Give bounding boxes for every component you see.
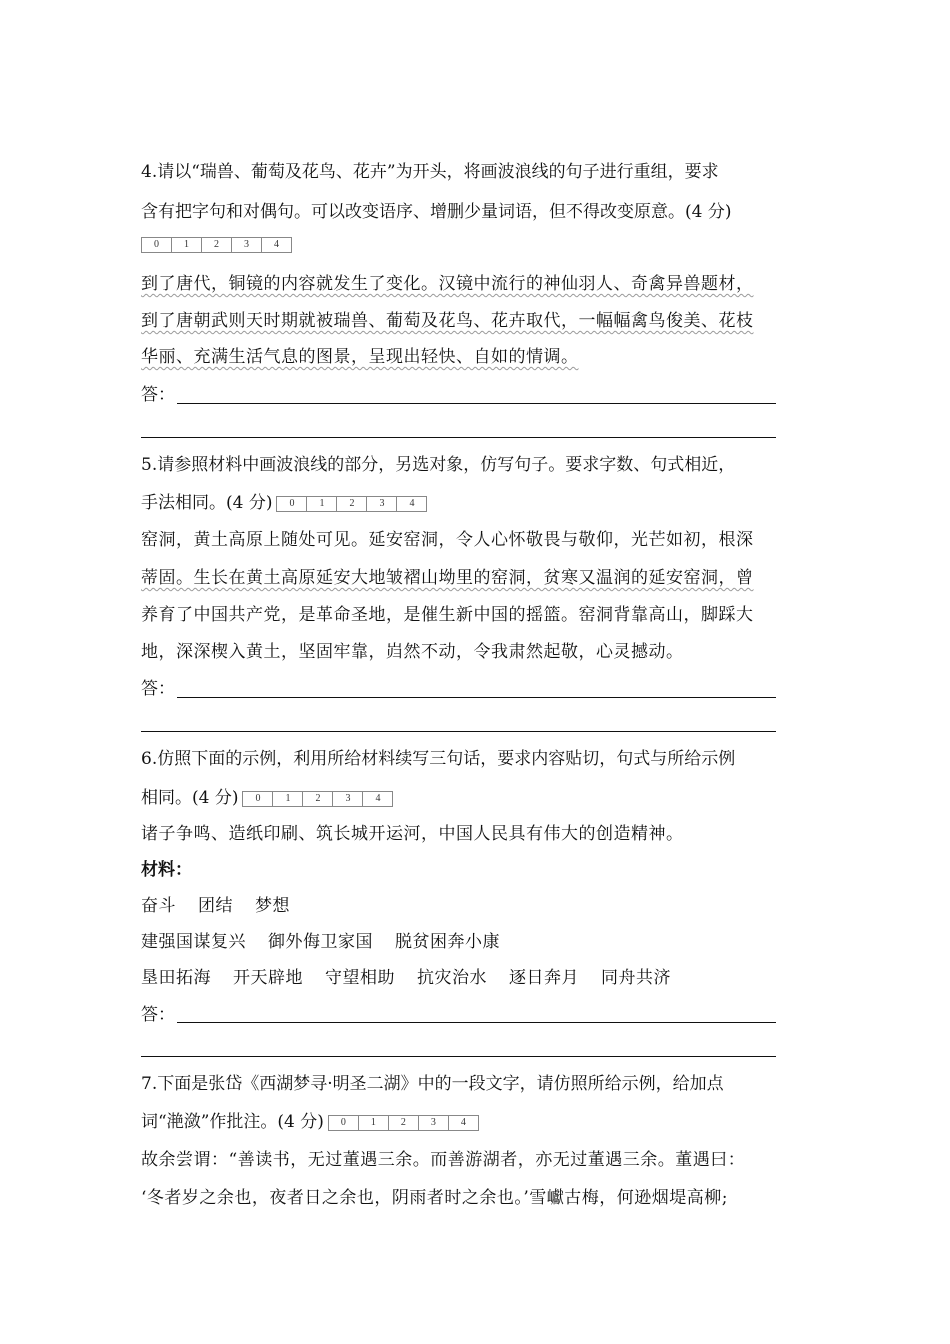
q5-answer-line-1[interactable] [177, 697, 776, 698]
material-phrase: 御外侮卫家国 [268, 932, 373, 952]
score-cell-2: 2 [337, 497, 367, 511]
material-idiom: 同舟共济 [601, 968, 671, 988]
score-cell-0: 0 [277, 497, 307, 511]
q6-score-box [242, 791, 393, 807]
q5-answer-line-2[interactable] [141, 731, 776, 732]
q6-example: 诸子争鸣、造纸印刷、筑长城开运河，中国人民具有伟大的创造精神。 [141, 824, 684, 844]
q4-material-line-3-text: 华丽、充满生活气息的图景，呈现出轻快、自如的情调。 [141, 347, 579, 367]
q6-material-row-3 [141, 966, 671, 990]
q7-prompt-line-2 [141, 1110, 479, 1134]
score-cell-1: 1 [273, 792, 303, 806]
q4-material-line-1: 到了唐代，铜镜的内容就发生了变化。汉镜中流行的神仙羽人、奇禽异兽题材， [141, 274, 754, 294]
q4-material-line-2: 到了唐朝武则天时期就被瑞兽、葡萄及花鸟、花卉取代，一幅幅禽鸟俊美、花枝 [141, 311, 754, 331]
q4-answer-line-2[interactable] [141, 437, 776, 438]
q7-prompt-line-1: 7.下面是张岱《西湖梦寻·明圣二湖》中的一段文字，请仿照所给示例，给加点 [141, 1074, 724, 1094]
material-idiom: 开天辟地 [233, 968, 303, 988]
material-idiom: 抗灾治水 [417, 968, 487, 988]
material-phrase: 建强国谋复兴 [141, 932, 246, 952]
score-cell-3: 3 [232, 238, 262, 252]
q4-prompt-line-2: 含有把字句和对偶句。可以改变语序、增删少量词语，但不得改变原意。(4 分) [141, 202, 732, 222]
q4-prompt-line-1: 4.请以“瑞兽、葡萄及花鸟、花卉”为开头，将画波浪线的句子进行重组，要求 [141, 162, 719, 182]
q6-prompt-line-1: 6.仿照下面的示例，利用所给材料续写三句话，要求内容贴切，句式与所给示例 [141, 749, 736, 769]
q6-prompt-line-2 [141, 786, 393, 810]
material-idiom: 守望相助 [325, 968, 395, 988]
q5-prompt-line-2 [141, 491, 427, 515]
q5-answer-label: 答： [141, 679, 175, 699]
q6-answer-line-1[interactable] [177, 1022, 776, 1023]
q6-material-row-1 [141, 894, 290, 918]
q5-material-line-3: 养育了中国共产党，是革命圣地，是催生新中国的摇篮。窑洞背靠高山，脚踩大 [141, 605, 754, 625]
q5-material-line-4: 地，深深楔入黄土，坚固牢靠，岿然不动，令我肃然起敬，心灵撼动。 [141, 642, 684, 662]
q4-answer-line-1[interactable] [177, 403, 776, 404]
score-cell-2: 2 [303, 792, 333, 806]
q5-prompt-line-2-text: 手法相同。(4 分) [141, 493, 273, 513]
score-cell-4: 4 [460, 1116, 466, 1128]
q7-material-line-1: 故余尝谓：“善读书，无过董遇三余。而善游湖者，亦无过董遇三余。董遇曰： [141, 1150, 746, 1170]
q4-answer-label: 答： [141, 385, 175, 405]
score-cell-0: 0 [329, 1116, 359, 1130]
q4-score-box [141, 232, 292, 256]
q5-material-line-2: 蒂固。生长在黄土高原延安大地皱褶山坳里的窑洞，贫寒又温润的延安窑洞，曾 [141, 568, 754, 588]
q7-score-box [328, 1115, 479, 1131]
q6-material-row-2 [141, 930, 500, 954]
score-cell-4: 4 [409, 497, 415, 509]
score-cell-0: 0 [142, 238, 172, 252]
score-cell-1: 1 [359, 1116, 389, 1130]
material-idiom: 逐日奔月 [509, 968, 579, 988]
score-cell-3: 3 [367, 497, 397, 511]
material-phrase: 脱贫困奔小康 [395, 932, 500, 952]
q6-answer-label: 答： [141, 1005, 175, 1025]
q7-material-line-2: ‘冬者岁之余也，夜者日之余也，阴雨者时之余也。’雪巘古梅，何逊烟堤高柳; [141, 1188, 729, 1208]
score-cell-2: 2 [202, 238, 232, 252]
q6-prompt-line-2-text: 相同。(4 分) [141, 788, 239, 808]
material-word: 团结 [198, 896, 233, 916]
score-cell-3: 3 [333, 792, 363, 806]
score-cell-3: 3 [419, 1116, 449, 1130]
score-cell-1: 1 [307, 497, 337, 511]
q6-answer-line-2[interactable] [141, 1056, 776, 1057]
score-cell-1: 1 [172, 238, 202, 252]
material-idiom: 垦田拓海 [141, 968, 211, 988]
material-word: 梦想 [255, 896, 290, 916]
score-cell-4: 4 [274, 238, 279, 250]
score-cell-2: 2 [389, 1116, 419, 1130]
score-cell-0: 0 [243, 792, 273, 806]
q5-material-line-1: 窑洞，黄土高原上随处可见。延安窑洞，令人心怀敬畏与敬仰，光芒如初，根深 [141, 530, 754, 550]
material-word: 奋斗 [141, 896, 176, 916]
q5-prompt-line-1: 5.请参照材料中画波浪线的部分，另选对象，仿写句子。要求字数、句式相近， [141, 455, 736, 475]
q7-prompt-line-2-text: 词“滟潋”作批注。(4 分) [141, 1112, 324, 1132]
q6-material-label: 材料： [141, 860, 192, 880]
score-cell-4: 4 [375, 792, 381, 804]
q4-material-line-3 [141, 345, 579, 369]
q5-score-box [276, 496, 427, 512]
